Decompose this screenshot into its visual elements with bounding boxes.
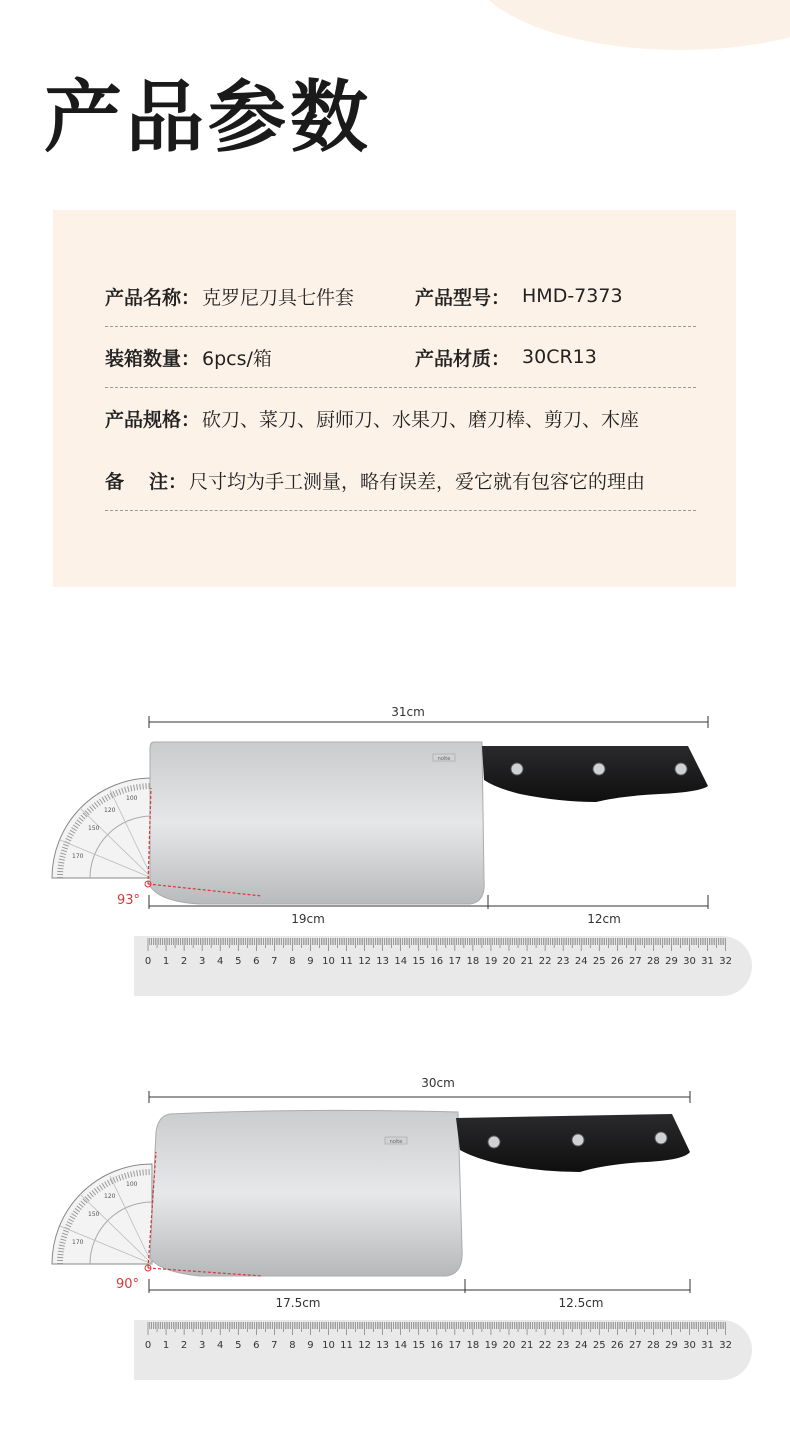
ruler-tick-label: 13 bbox=[376, 1340, 390, 1351]
protractor-2 bbox=[52, 1164, 152, 1264]
svg-text:100: 100 bbox=[126, 1181, 138, 1188]
ruler-tick-label: 30 bbox=[683, 956, 696, 967]
spec-value: 砍刀、菜刀、厨师刀、水果刀、磨刀棒、剪刀、木座 bbox=[202, 408, 640, 431]
ruler-tick-label: 2 bbox=[180, 1340, 188, 1351]
ruler-tick-label: 3 bbox=[198, 1340, 206, 1351]
svg-text:120: 120 bbox=[104, 807, 116, 814]
ruler-tick-label: 3 bbox=[198, 956, 206, 967]
ruler-tick-label: 1 bbox=[162, 1340, 170, 1351]
ruler-tick-label: 26 bbox=[610, 956, 624, 967]
ruler-tick-label: 8 bbox=[289, 1340, 296, 1351]
ruler-tick-label: 26 bbox=[610, 1340, 624, 1351]
ruler-tick-label: 2 bbox=[180, 956, 188, 967]
note-label-b: 注： bbox=[148, 470, 187, 493]
ruler-tick-label: 6 bbox=[253, 956, 260, 967]
ruler-1 bbox=[134, 936, 752, 996]
ruler-tick-label: 4 bbox=[217, 956, 224, 967]
spec-row-name-model bbox=[105, 266, 696, 327]
ruler-tick-label: 21 bbox=[520, 1340, 534, 1351]
ruler-tick-label: 11 bbox=[340, 956, 353, 967]
ruler-tick-label: 31 bbox=[701, 1340, 714, 1351]
ruler-tick-label: 12 bbox=[358, 1340, 371, 1351]
knife-2-brand-mark: nolte bbox=[389, 1139, 403, 1145]
ruler-tick-label: 6 bbox=[253, 1340, 260, 1351]
page-title: 产品参数 bbox=[44, 73, 373, 163]
ruler-tick-label: 22 bbox=[538, 1340, 552, 1351]
ruler-tick-label: 5 bbox=[235, 956, 242, 967]
ruler-tick-label: 18 bbox=[466, 1340, 480, 1351]
ruler-tick-label: 32 bbox=[719, 956, 732, 967]
ruler-tick-label: 20 bbox=[502, 1340, 516, 1351]
knife-1-total-length: 31cm bbox=[391, 705, 425, 719]
knife-1-blade-length: 19cm bbox=[291, 912, 325, 926]
knife-figure-2 bbox=[0, 1062, 790, 1392]
knife-1-illustration bbox=[0, 690, 790, 1010]
ruler-tick-label: 23 bbox=[556, 956, 570, 967]
ruler-tick-label: 32 bbox=[719, 1340, 732, 1351]
svg-text:150: 150 bbox=[88, 1211, 100, 1218]
qty-label: 装箱数量： bbox=[105, 347, 201, 370]
ruler-tick-label: 5 bbox=[235, 1340, 242, 1351]
ruler-tick-label: 21 bbox=[520, 956, 534, 967]
ruler-tick-label: 9 bbox=[307, 1340, 314, 1351]
ruler-tick-label: 4 bbox=[217, 1340, 224, 1351]
ruler-tick-label: 12 bbox=[358, 956, 371, 967]
ruler-tick-label: 29 bbox=[665, 956, 678, 967]
ruler-tick-label: 20 bbox=[502, 956, 516, 967]
ruler-tick-label: 8 bbox=[289, 956, 296, 967]
ruler-tick-label: 25 bbox=[592, 956, 606, 967]
ruler-tick-label: 7 bbox=[271, 1340, 278, 1351]
ruler-tick-label: 17 bbox=[448, 1340, 462, 1351]
ruler-tick-label: 24 bbox=[574, 1340, 588, 1351]
ruler-tick-label: 13 bbox=[376, 956, 390, 967]
note-value: 尺寸均为手工测量，略有误差，爱它就有包容它的理由 bbox=[189, 470, 646, 493]
note-label-a: 备 bbox=[105, 470, 125, 493]
ruler-tick-label: 28 bbox=[647, 956, 660, 967]
ruler-tick-label: 0 bbox=[144, 956, 152, 967]
svg-text:120: 120 bbox=[104, 1193, 116, 1200]
ruler-tick-label: 10 bbox=[322, 1340, 335, 1351]
name-value: 克罗尼刀具七件套 bbox=[202, 286, 355, 309]
decorative-blob bbox=[470, 0, 790, 50]
spec-row-spec bbox=[105, 388, 696, 448]
ruler-tick-label: 10 bbox=[322, 956, 335, 967]
ruler-2 bbox=[134, 1320, 752, 1380]
ruler-tick-label: 14 bbox=[394, 956, 408, 967]
ruler-tick-label: 25 bbox=[592, 1340, 606, 1351]
spec-label: 产品规格： bbox=[105, 408, 201, 431]
ruler-tick-label: 27 bbox=[628, 1340, 642, 1351]
ruler-tick-label: 16 bbox=[430, 1340, 444, 1351]
material-value: 30CR13 bbox=[522, 346, 597, 368]
svg-text:170: 170 bbox=[72, 853, 84, 860]
ruler-tick-label: 15 bbox=[412, 1340, 426, 1351]
knife-2-blade-length: 17.5cm bbox=[275, 1296, 321, 1310]
ruler-tick-label: 7 bbox=[271, 956, 278, 967]
spec-row-note bbox=[105, 450, 696, 511]
material-label: 产品材质： bbox=[415, 347, 511, 370]
ruler-tick-label: 14 bbox=[394, 1340, 408, 1351]
ruler-tick-label: 17 bbox=[448, 956, 462, 967]
knife-2-illustration bbox=[0, 1062, 790, 1392]
note-label bbox=[105, 467, 187, 494]
knife-1-brand-mark: nolte bbox=[437, 756, 451, 762]
ruler-tick-label: 29 bbox=[665, 1340, 678, 1351]
spec-card bbox=[53, 210, 736, 587]
ruler-tick-label: 9 bbox=[307, 956, 314, 967]
qty-value: 6pcs/箱 bbox=[202, 347, 272, 370]
ruler-tick-label: 27 bbox=[628, 956, 642, 967]
svg-text:100: 100 bbox=[126, 795, 138, 802]
ruler-tick-label: 28 bbox=[647, 1340, 660, 1351]
model-value: HMD-7373 bbox=[522, 285, 623, 307]
knife-1-handle-length: 12cm bbox=[587, 912, 621, 926]
ruler-tick-label: 1 bbox=[162, 956, 170, 967]
name-label: 产品名称： bbox=[105, 286, 201, 309]
spec-row-qty-material bbox=[105, 327, 696, 388]
model-label: 产品型号： bbox=[415, 286, 511, 309]
ruler-tick-label: 22 bbox=[538, 956, 552, 967]
ruler-tick-label: 19 bbox=[484, 1340, 498, 1351]
knife-2-angle: 90° bbox=[116, 1277, 140, 1292]
protractor-1 bbox=[52, 778, 152, 878]
svg-text:170: 170 bbox=[72, 1239, 84, 1246]
ruler-tick-label: 19 bbox=[484, 956, 498, 967]
ruler-tick-label: 30 bbox=[683, 1340, 696, 1351]
ruler-tick-label: 31 bbox=[701, 956, 714, 967]
ruler-tick-label: 24 bbox=[574, 956, 588, 967]
knife-figure-1 bbox=[0, 690, 790, 1010]
ruler-tick-label: 18 bbox=[466, 956, 480, 967]
ruler-tick-label: 15 bbox=[412, 956, 426, 967]
ruler-tick-label: 23 bbox=[556, 1340, 570, 1351]
svg-text:150: 150 bbox=[88, 825, 100, 832]
ruler-tick-label: 11 bbox=[340, 1340, 353, 1351]
knife-2-total-length: 30cm bbox=[421, 1076, 455, 1090]
knife-1-angle: 93° bbox=[117, 893, 141, 908]
ruler-tick-label: 0 bbox=[144, 1340, 152, 1351]
knife-2-handle-length: 12.5cm bbox=[558, 1296, 604, 1310]
ruler-tick-label: 16 bbox=[430, 956, 444, 967]
